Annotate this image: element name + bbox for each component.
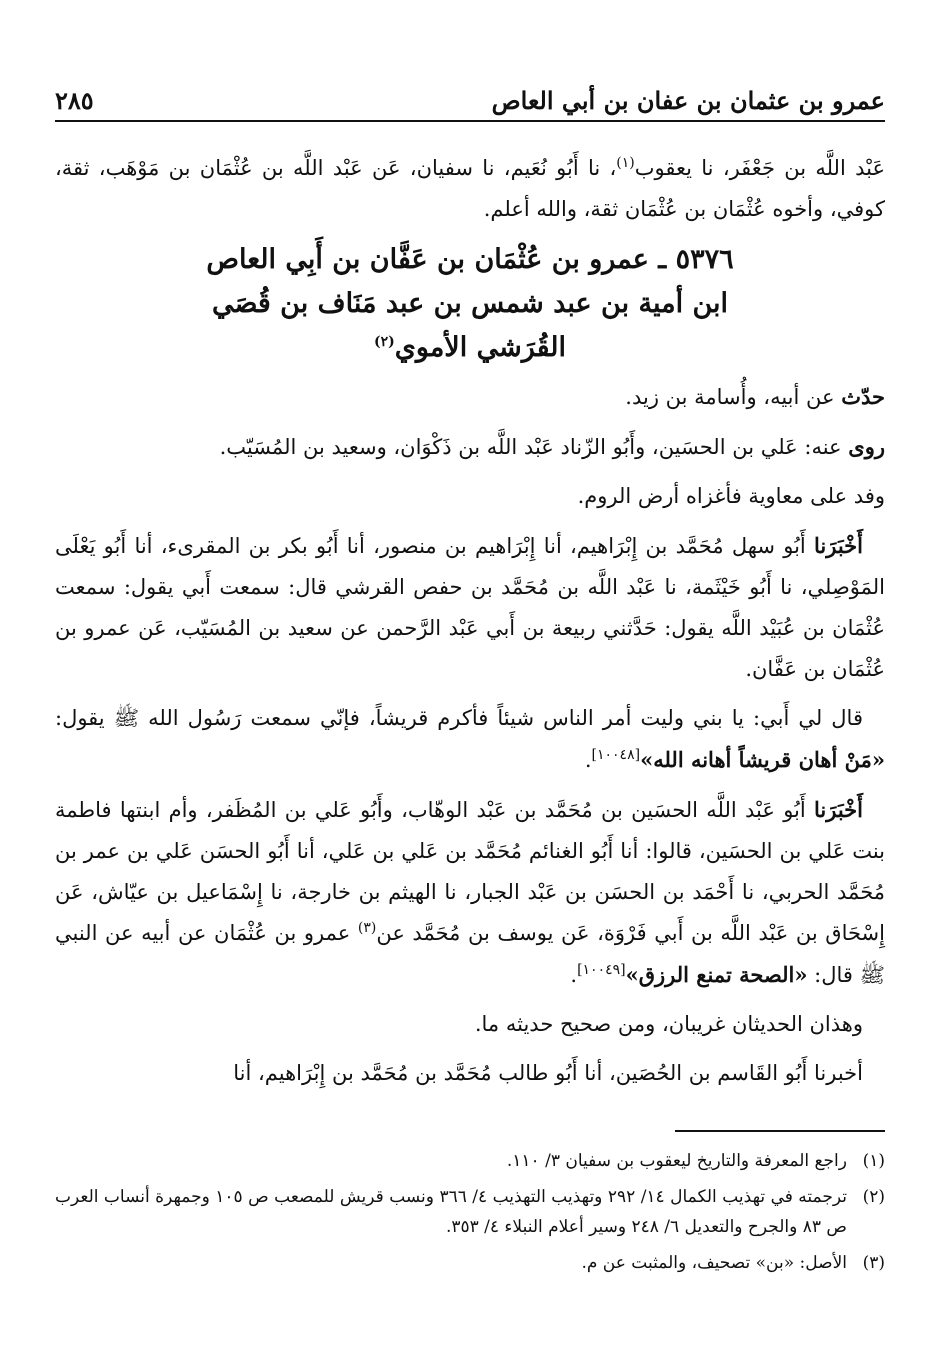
running-title: عمرو بن عثمان بن عفان بن أبي العاص bbox=[491, 86, 885, 115]
footnote-2 bbox=[55, 1182, 885, 1242]
entry-heading bbox=[55, 238, 885, 370]
main-text bbox=[55, 148, 885, 1102]
p3-text: عنه: عَلي بن الحسَين، وأَبُو الزّناد عَبْد اللَّه بن ذَكْوَان، وسعيد بن المُسَيّب. bbox=[219, 435, 849, 459]
footnote-divider bbox=[675, 1130, 885, 1132]
footnote-number: (٣) bbox=[862, 1253, 885, 1273]
hadith-quote-1: «مَنْ أهان قريشاً أهانه الله» bbox=[640, 747, 885, 772]
paragraph-comment: وهذان الحديثان غريبان، ومن صحيح حديثه ما. bbox=[474, 1012, 863, 1036]
hadith-number-2: [١٠٠٤٩] bbox=[577, 962, 626, 978]
hadith-quote-2: «الصحة تمنع الرزق» bbox=[625, 962, 808, 987]
keyword-akhbarana-2: أَخْبَرَنا bbox=[814, 797, 863, 822]
footnote-text: الأصل: «بن» تصحيف، والمثبت عن م. bbox=[581, 1253, 847, 1273]
heading-line-3 bbox=[55, 326, 885, 370]
footnote-number: (١) bbox=[862, 1151, 885, 1171]
paragraph-hadith-1 bbox=[55, 698, 885, 781]
footnote-ref-3: (٣) bbox=[357, 920, 377, 936]
keyword-haddatha: حدّث bbox=[841, 384, 885, 409]
heading-line-2: ابن أمية بن عبد شمس بن عبد مَنَاف بن قُصَي bbox=[211, 288, 729, 319]
p6-end: . bbox=[584, 748, 592, 772]
heading-line-1: ٥٣٧٦ ـ عمرو بن عُثْمَان بن عَفَّان بن أَبِي العاص bbox=[206, 244, 734, 275]
p7-text-2: عمرو بن عُثْمَان عن أبيه عن النبي ﷺ قال: bbox=[55, 921, 885, 987]
footnote-3 bbox=[55, 1248, 885, 1278]
page-number: ٢٨٥ bbox=[55, 86, 94, 115]
paragraph-narrated bbox=[55, 376, 885, 418]
hadith-number-1: [١٠٠٤٨] bbox=[591, 747, 641, 763]
paragraph-delegation: وفد على معاوية فأغزاه أرض الروم. bbox=[577, 484, 885, 508]
paragraph-isnad-2 bbox=[55, 789, 885, 996]
p7-text: أَبُو عَبْد اللَّه الحسَين بن مُحَمَّد بن عَبْد الوهّاب، وأَبُو عَلي بن المُظَفر، وأم ابنتها فاطمة بنت عَلي بن الحسَين، قالوا: أنا أَبُو الغنائم مُحَمَّد بن عَلي بن عَلي، أنا أَبُو الحسَن عَلي بن عمر بن مُحَمَّد الحربي، نا أَحْمَد بن الحسَن بن عَبْد الجبار، نا الهيثم بن خارجة، نا إِسْمَاعيل بن عيّاش، عَن إِسْحَاق بن عَبْد اللَّه بن أَبي فَرْوَة، عَن يوسف بن مُحَمَّد عن bbox=[55, 798, 885, 945]
footnote-text: ترجمته في تهذيب الكمال ١٤/ ٢٩٢ وتهذيب التهذيب ٤/ ٣٦٦ ونسب قريش للمصعب ص ١٠٥ وجمهرة أنساب العرب ص ٨٣ والجرح والتعديل ٦/ ٢٤٨ وسير أعلام النبلاء ٤/ ٣٥٣. bbox=[55, 1187, 848, 1237]
p5-text: أَبُو سهل مُحَمَّد بن إِبْرَاهيم، أنا إِبْرَاهيم بن منصور، أنا أَبُو بكر بن المقرىء، أنا أَبُو يَعْلَى المَوْصِلي، نا أَبُو خَيْثَمة، نا عَبْد اللَّه بن مُحَمَّد بن حفص القرشي قال: سمعت أَبي يقول: سمعت عُثْمَان بن عُبَيْد اللَّه يقول: حَدَّثني ربيعة بن أَبي عَبْد الرَّحمن عن سعيد بن المُسَيّب، عَن عمرو بن عُثْمَان بن عَفَّان. bbox=[55, 534, 885, 681]
p2-text: عن أبيه، وأُسامة بن زيد. bbox=[625, 385, 842, 409]
footnote-ref-1: (١) bbox=[616, 155, 635, 171]
page-header bbox=[55, 84, 885, 122]
p1-text: عَبْد اللَّه بن جَعْفَر، نا يعقوب bbox=[634, 156, 885, 180]
heading-line-3-text: القُرَشي الأموي bbox=[394, 332, 567, 363]
p1-cont: ، نا أَبُو نُعَيم، نا سفيان، عَن عَبْد اللَّه بن عُثْمَان بن مَوْهَب، ثقة، كوفي، وأخوه عُثْمَان بن عُثْمَان ثقة، والله أعلم. bbox=[55, 156, 885, 221]
p7-end: . bbox=[570, 963, 578, 987]
footnote-1 bbox=[55, 1146, 885, 1176]
footnote-ref-2: (٢) bbox=[373, 334, 395, 350]
p6-text: قال لي أَبي: يا بني وليت أمر الناس شيئاً فأكرم قريشاً، فإنّي سمعت رَسُول الله ﷺ يقول: bbox=[55, 706, 863, 730]
keyword-akhbarana-1: أَخْبَرَنا bbox=[814, 533, 863, 558]
paragraph-narrators bbox=[55, 426, 885, 468]
paragraph-1 bbox=[55, 148, 885, 230]
keyword-rawa: روى bbox=[848, 434, 885, 459]
paragraph-isnad-3: أخبرنا أَبُو القَاسم بن الحُصَين، أنا أَبُو طالب مُحَمَّد بن مُحَمَّد بن إِبْرَاهيم، أنا bbox=[233, 1061, 863, 1085]
footnote-text: راجع المعرفة والتاريخ ليعقوب بن سفيان ٣/ ١١٠. bbox=[506, 1151, 847, 1171]
paragraph-isnad-1 bbox=[55, 525, 885, 690]
footnote-number: (٢) bbox=[862, 1187, 885, 1207]
footnotes bbox=[55, 1146, 885, 1284]
